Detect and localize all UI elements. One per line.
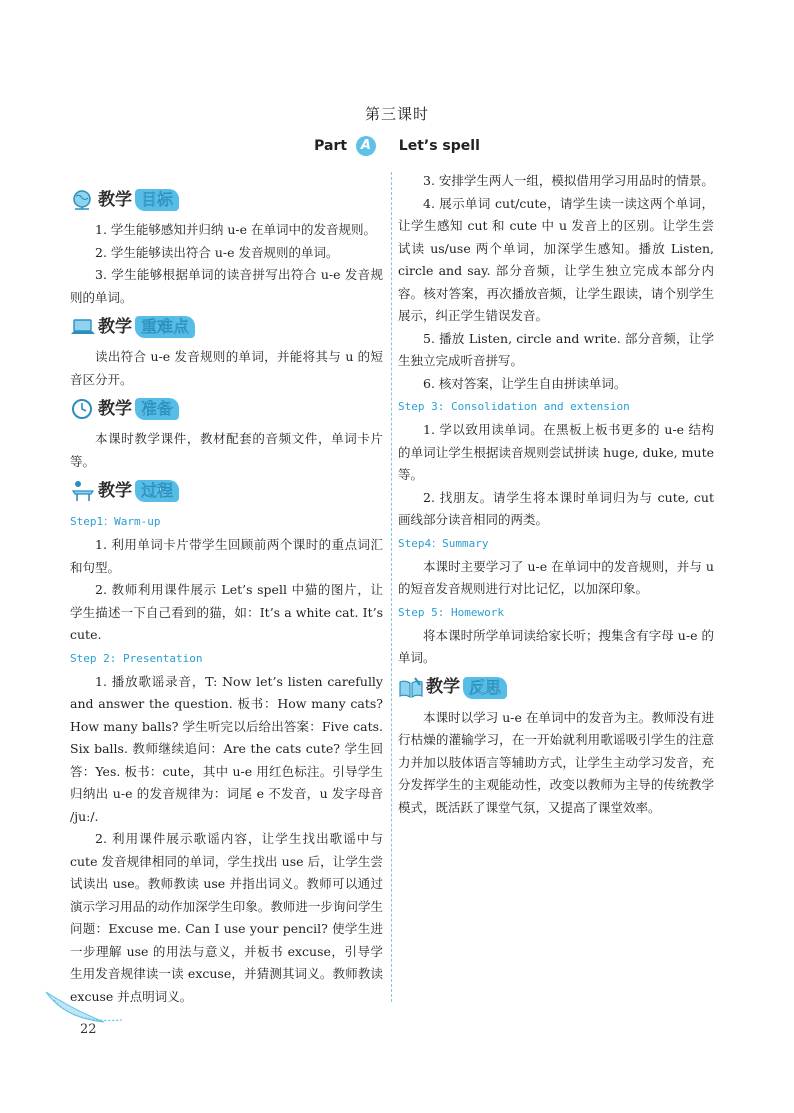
step1-item-1: 1. 利用单词卡片带学生回顾前两个课时的重点词汇和句型。: [70, 537, 383, 575]
left-column: [70, 182, 383, 1008]
section-key-t1: 教学: [98, 316, 132, 337]
desk-icon: [70, 479, 96, 503]
step4-title: Step4：Summary: [398, 536, 489, 550]
section-key-t2: 重难点: [135, 316, 195, 338]
part-letter-badge: A: [356, 136, 376, 156]
section-process-t2: 过程: [135, 480, 179, 502]
column-divider: [391, 172, 392, 1002]
step5-text: 将本课时所学单词读给家长听；搜集含有字母 u-e 的单词。: [398, 627, 714, 665]
step2-item-1: 1. 播放歌谣录音，T: Now let’s listen carefully and answer the question. 板书：How many cats? How many balls? 学生听完以后给出答案：Five cats. Six balls. 教师继续追问：Are the cats cute? 学生回答：Yes. 板书：cute，其中 u-e 用红色标注。引导学生归纳出 u-e 的发音规律为：词尾 e 不发音，u 发字母音 /juː/.: [70, 673, 383, 824]
goal-3: 3. 学生能够根据单词的读音拼写出符合 u-e 发音规则的单词。: [70, 267, 383, 305]
step2-item-5: 5. 播放 Listen, circle and write. 部分音频，让学生独立完成听音拼写。: [398, 330, 714, 368]
page-number: 22: [80, 1022, 97, 1037]
lesson-title: Let’s spell: [398, 138, 480, 154]
section-prep-t1: 教学: [98, 398, 132, 419]
section-prep-heading: [70, 394, 383, 424]
step1-item-2: 2. 教师利用课件展示 Let’s spell 中猫的图片，让学生描述一下自己看到的猫，如：It’s a white cat. It’s cute.: [70, 582, 383, 642]
step3-title: Step 3: Consolidation and extension: [398, 400, 630, 413]
page-title: 第三课时: [364, 105, 429, 123]
part-label: Part: [314, 138, 348, 154]
step3-item-1: 1. 学以致用读单词。在黑板上板书更多的 u-e 结构的单词让学生根据读音规则尝试拼读 huge, duke, mute 等。: [398, 422, 714, 482]
section-reflect-heading: [398, 673, 714, 703]
step5-title: Step 5: Homework: [398, 605, 504, 619]
reflection-text: 本课时以学习 u-e 在单词中的发音为主。教师没有进行枯燥的灌输学习，在一开始就利用歌谣吸引学生的注意力并加以肢体语言等辅助方式，让学生主动学习发音，充分发挥学生的主观能动性，改变以教师为主导的传统教学模式，既活跃了课堂气氛，又提高了课堂效率。: [398, 709, 714, 815]
section-reflect-t2: 反思: [463, 677, 507, 699]
book-icon: [398, 676, 424, 700]
right-column: [398, 170, 714, 819]
section-process-t1: 教学: [98, 480, 132, 501]
section-reflect-t1: 教学: [426, 677, 460, 698]
section-goals-heading: [70, 185, 383, 215]
goal-2: 2. 学生能够读出符合 u-e 发音规则的单词。: [95, 244, 339, 260]
preparation-text: 本课时教学课件，教材配套的音频文件，单词卡片等。: [70, 431, 383, 469]
section-goals-t1: 教学: [98, 189, 132, 210]
globe-icon: [70, 188, 96, 212]
section-process-heading: [70, 476, 383, 506]
section-prep-t2: 准备: [135, 398, 179, 420]
step2-item-6: 6. 核对答案，让学生自由拼读单词。: [423, 375, 627, 391]
step1-title: Step1：Warm-up: [70, 515, 161, 528]
step2-item-3: 3. 安排学生两人一组，模拟借用学习用品时的情景。: [423, 173, 714, 188]
step2-title: Step 2: Presentation: [70, 651, 203, 665]
step2-item-2-part: 2. 利用课件展示歌谣内容，让学生找出歌谣中与 cute 发音规律相同的单词，学生找出 use 后，让学生尝试读出 use。教师教读 use 并指出词义。教师可以通过演示学习用品的动作加深学生印象。教师进一步询问学生问题：Excuse me. Can I use your pencil? 使学生进一步理解 use 的用法与意义，并板书 excuse，引导学生用发音规律读一读 excuse，并猜测其词义。教师教读 excuse 并点明词义。: [70, 831, 383, 1004]
section-goals-t2: 目标: [135, 189, 179, 211]
laptop-icon: [70, 315, 96, 339]
key-points-text: 读出符合 u-e 发音规则的单词，并能将其与 u 的短音区分开。: [70, 349, 383, 387]
step3-item-2: 2. 找朋友。请学生将本课时单词归为与 cute, cut 画线部分读音相同的两类。: [398, 489, 714, 527]
step2-item-4: 4. 展示单词 cut/cute，请学生读一读这两个单词，让学生感知 cut 和 cute 中 u 发音上的区别。让学生尝试读 us/use 两个单词，加深学生感知。播放 Listen, circle and say. 部分音频，让学生独立完成本部分内容。核对答案，再次播放音频，让学生跟读，请个别学生展示，纠正学生错误发音。: [398, 195, 714, 323]
lesson-heading: [0, 136, 794, 156]
clock-icon: [70, 397, 96, 421]
section-key-heading: [70, 312, 383, 342]
goal-1: 1. 学生能够感知并归纳 u-e 在单词中的发音规则。: [95, 222, 377, 237]
step4-text: 本课时主要学习了 u-e 在单词中的发音规则，并与 u 的短音发音规则进行对比记忆，以加深印象。: [398, 558, 714, 596]
